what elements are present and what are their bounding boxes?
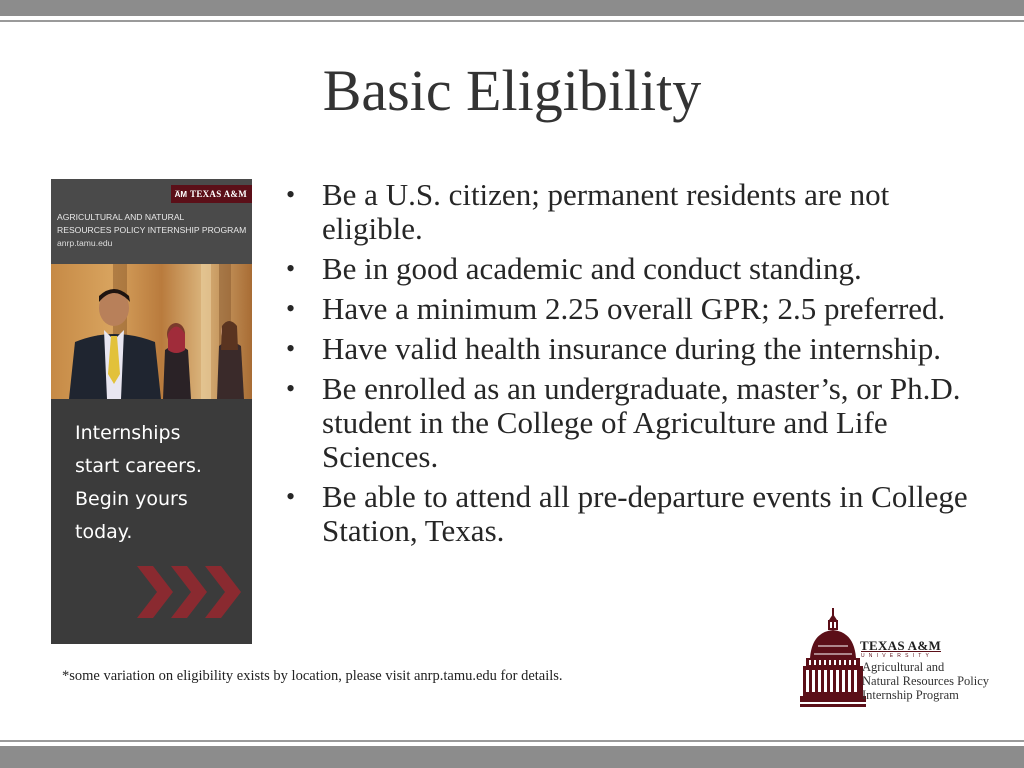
bullet-icon: • [286,334,296,363]
logo-name: TEXAS A&M [860,638,942,653]
bullet-icon: • [286,482,296,511]
program-banner [51,179,252,644]
tagline-line3: Begin yours [75,488,188,510]
bottom-gray-band [0,746,1024,768]
banner-program-line2: RESOURCES POLICY INTERNSHIP PROGRAM [57,225,247,235]
banner-tagline [75,417,245,549]
list-item [280,332,970,366]
banner-program-line1: AGRICULTURAL AND NATURAL [57,212,185,222]
tamu-badge-text: TEXAS A&M [190,189,247,199]
list-item [280,252,970,286]
list-item [280,178,970,246]
people-photo-illustration [51,264,252,399]
bullet-icon: • [286,294,296,323]
banner-url: anrp.tamu.edu [57,238,113,248]
list-item-text: Be enrolled as an undergraduate, master’s, or Ph.D. student in the College of Agriculture and Life Sciences. [322,371,961,474]
list-item [280,372,970,474]
eligibility-list [280,178,970,554]
list-item-text: Have valid health insurance during the internship. [322,331,941,366]
list-item-text: Be in good academic and conduct standing. [322,251,862,286]
bottom-rule [0,740,1024,742]
list-item-text: Be a U.S. citizen; permanent residents are not eligible. [322,177,890,246]
list-item-text: Have a minimum 2.25 overall GPR; 2.5 preferred. [322,291,946,326]
banner-program-name [57,211,252,237]
logo-program-line1: Agricultural and [862,660,945,674]
tamu-logo-icon: A̅M [174,189,188,199]
program-logo [800,608,1015,712]
list-item [280,480,970,548]
tamu-badge [171,185,252,203]
bullet-icon: • [286,254,296,283]
top-rule [0,20,1024,22]
top-gray-band [0,0,1024,16]
logo-program-line2: Natural Resources Policy [862,674,990,688]
footnote: *some variation on eligibility exists by location, please visit anrp.tamu.edu for details. [62,668,563,684]
tagline-line2: start careers. [75,455,202,477]
tagline-line4: today. [75,521,133,543]
bullet-icon: • [286,374,296,403]
bullet-icon: • [286,180,296,209]
banner-photo [51,264,252,399]
logo-program-line3: Internship Program [862,688,959,702]
logo-university: UNIVERSITY [861,651,941,659]
logo-program-name [862,660,1022,702]
list-item-text: Be able to attend all pre-departure events in College Station, Texas. [322,479,968,548]
capitol-dome-icon [800,608,870,712]
tagline-line1: Internships [75,422,181,444]
slide-title: Basic Eligibility [322,58,702,123]
chevrons-icon [135,564,245,620]
list-item [280,292,970,326]
